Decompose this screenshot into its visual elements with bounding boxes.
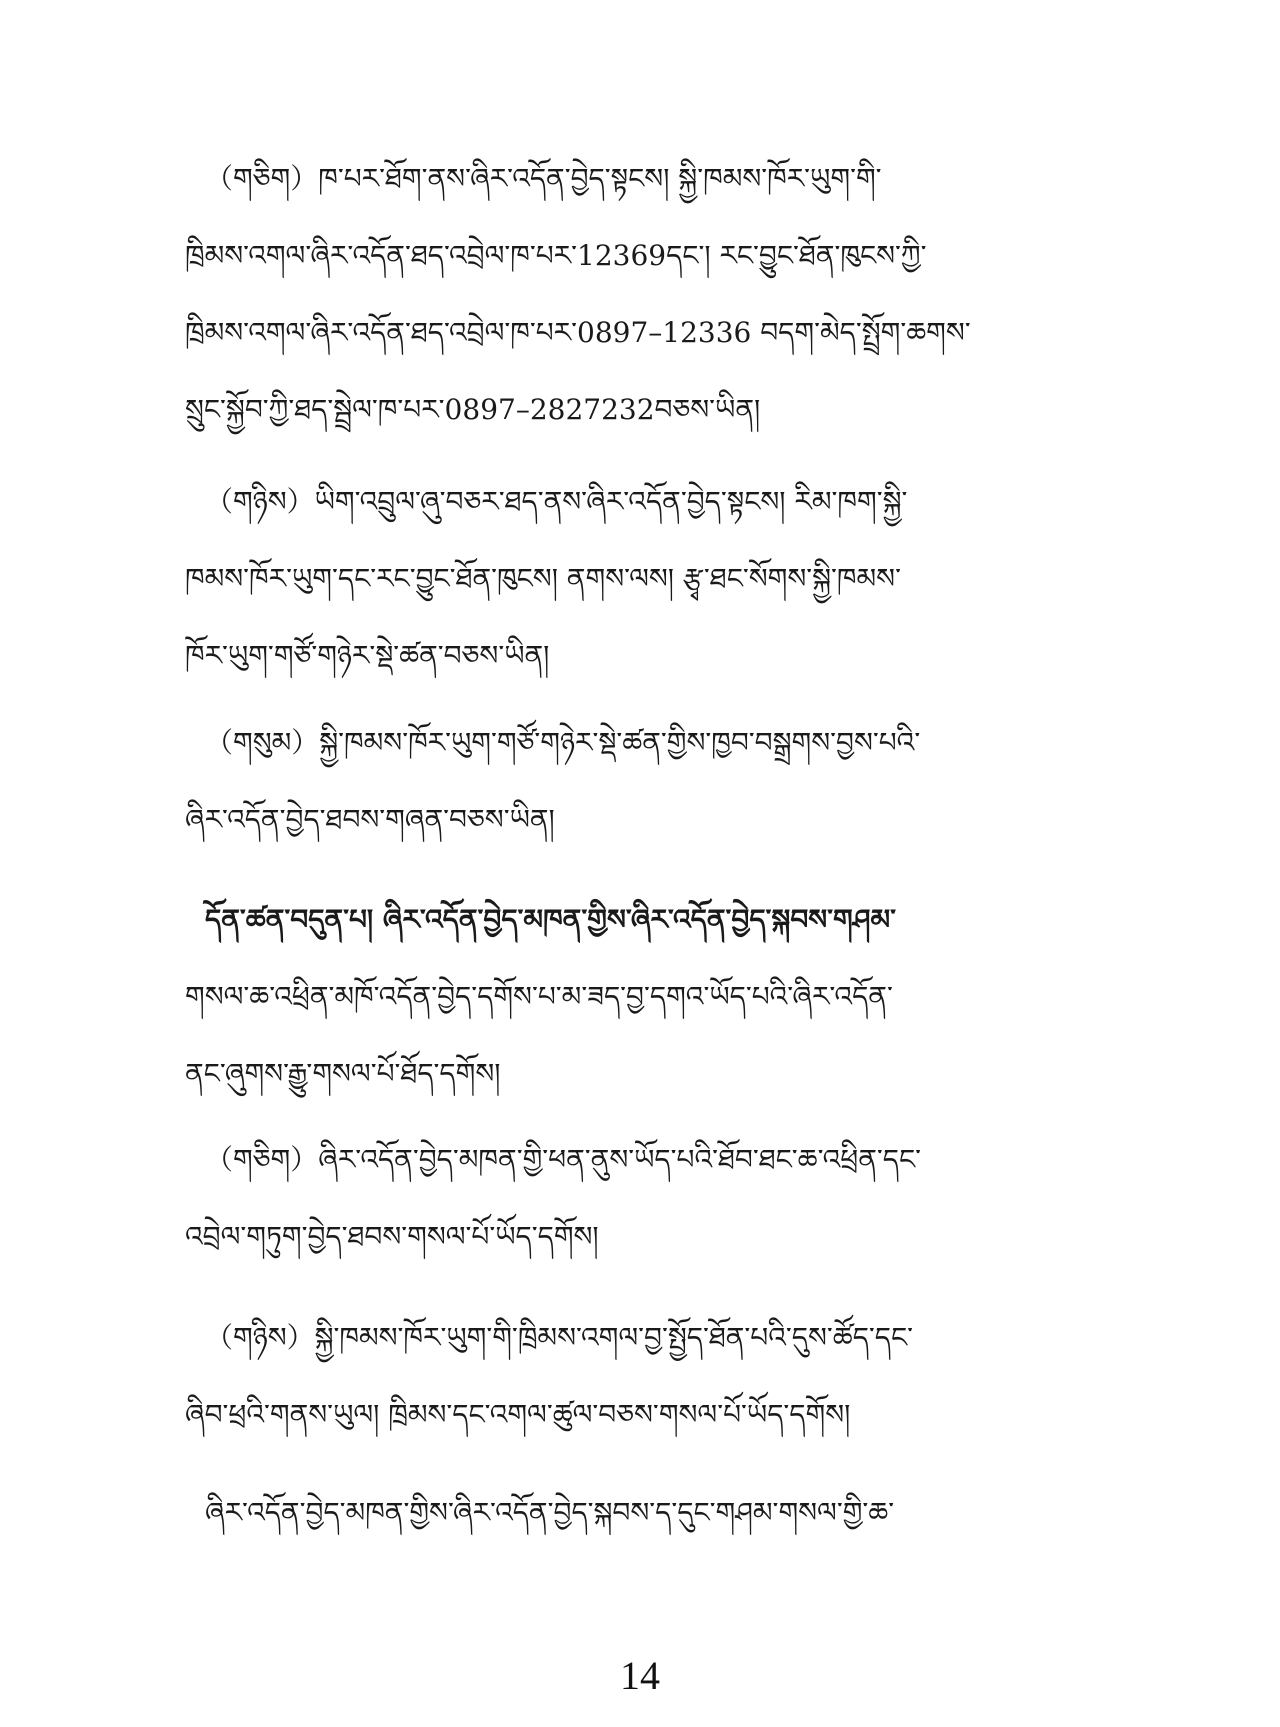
- text-line: གསལ་ཆ་འཕྲིན་མཁོ་འདོན་བྱེད་དགོས་པ་མ་ཟད་བྱ་དགའ་ཡོད་པའི་ཞིར་འདོན་: [185, 980, 893, 1013]
- paragraph-article-seven: [185, 881, 1095, 1112]
- text-line: （གཉིས）ཡིག་འབྲུལ་ཞུ་བཅར་ཐད་ནས་ཞིར་འདོན་བྱེད་སྟངས། རིམ་ཁག་སྐྱི་: [205, 485, 908, 518]
- text-line: （གསུམ）སྐྱི་ཁམས་ཁོར་ཡུག་གཙོ་གཉེར་སྡེ་ཚན་གྱིས་ཁྱབ་བསྒྲགས་བྱས་པའི་: [205, 726, 921, 759]
- text-line: （གཅིག）ཞིར་འདོན་བྱེད་མཁན་གྱི་ཕན་ནུས་ཡོད་པའི་ཐོབ་ཐང་ཆ་འཕྲིན་དང་: [205, 1143, 922, 1176]
- paragraph-report-phone: [185, 140, 1095, 448]
- paragraph-reporter-info: [185, 1121, 1095, 1275]
- page-number: 14: [620, 1653, 660, 1698]
- text-line: ཁོར་ཡུག་གཙོ་གཉེར་སྡེ་ཚན་བཅས་ཡིན།: [185, 639, 550, 672]
- text-line: ཞིར་འདོན་བྱེད་མཁན་གྱིས་ཞིར་འདོན་བྱེད་སྐབས་ད་དུང་གཤམ་གསལ་གྱི་ཆ་: [205, 1496, 895, 1529]
- text-line: ཁྲིམས་འགལ་ཞིར་འདོན་ཐད་འབྲེལ་ཁ་པར་12369དང་། རང་བྱུང་ཐོན་ཁུངས་ཀྱི་: [185, 239, 927, 272]
- text-line: ནང་ཞུགས་རྒྱུ་གསལ་པོ་ཐོད་དགོས།: [185, 1057, 501, 1090]
- text-line: སྲུང་སྐྱོབ་ཀྱི་ཐད་སྦྲེལ་ཁ་པར་0897–2827232བཅས་ཡིན།: [185, 393, 761, 426]
- paragraph-report-other: [185, 704, 1095, 858]
- text-line: ཁམས་ཁོར་ཡུག་དང་རང་བྱུང་ཐོན་ཁུངས། ནགས་ལས། རྩྭ་ཐང་སོགས་སྐྱི་ཁམས་: [185, 562, 901, 595]
- text-line: ཁྲིམས་འགལ་ཞིར་འདོན་ཐད་འབྲེལ་ཁ་པར་0897–12336 བདག་མེད་སྤྲོག་ཆགས་: [185, 316, 971, 349]
- text-line: ཞིར་འདོན་བྱེད་ཐབས་གཞན་བཅས་ཡིན།: [185, 803, 555, 836]
- text-line: ཞིབ་ཕྲའི་གནས་ཡུལ། ཁྲིམས་དང་འགལ་ཚུལ་བཅས་གསལ་པོ་ཡོད་དགོས།: [185, 1398, 851, 1431]
- text-line: འབྲེལ་གཏུག་བྱེད་ཐབས་གསལ་པོ་ཡོད་དགོས།: [185, 1220, 599, 1253]
- paragraph-report-letter: [185, 463, 1095, 694]
- article-heading-line: དོན་ཚན་བདུན་པ། ཞིར་འདོན་བྱེད་མཁན་གྱིས་ཞིར་འདོན་བྱེད་སྐབས་གཤམ་: [205, 903, 896, 936]
- text-line: （གཅིག）ཁ་པར་ཐོག་ནས་ཞིར་འདོན་བྱེད་སྟངས། སྐྱི་ཁམས་ཁོར་ཡུག་གི་: [205, 162, 882, 195]
- paragraph-continuation: [185, 1474, 1095, 1551]
- paragraph-violation-info: [185, 1299, 1095, 1453]
- text-line: （གཉིས）སྐྱི་ཁམས་ཁོར་ཡུག་གི་ཁྲིམས་འགལ་བྱ་སྤྱོད་ཐོན་པའི་དུས་ཚོད་དང་: [205, 1321, 914, 1354]
